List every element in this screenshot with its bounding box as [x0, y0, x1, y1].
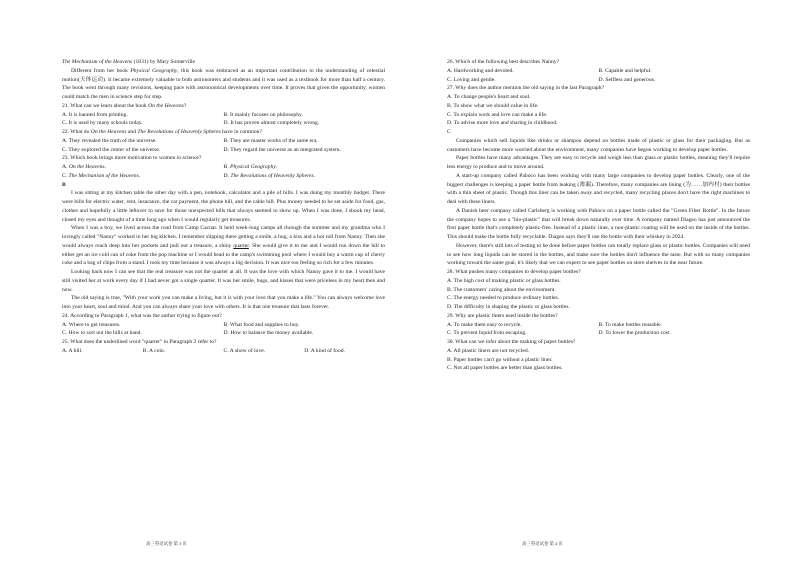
q27-option-c[interactable]: C. To explain work and love can make a life.: [447, 111, 548, 118]
passage-b-paragraph-2: [62, 224, 385, 268]
question-27: 27. Why does the author mention the old saying in the last Paragraph?: [447, 85, 604, 92]
q28-option-a[interactable]: A. The high cost of making plastic or glass bottles.: [447, 277, 561, 284]
right-page: [397, 0, 794, 561]
q21-option-b[interactable]: B. It mainly focuses on philosophy.: [223, 111, 303, 118]
question-26: 26. Which of the following best describes Nanny?: [447, 59, 560, 65]
q23-c-letter: C.: [62, 172, 69, 179]
q23-d-letter: D.: [223, 172, 231, 179]
q30-option-b[interactable]: B. Paper bottles can't go without a plastic liner.: [447, 356, 553, 363]
q22-title2: The Revolutions of Heavenly Spheres: [137, 129, 221, 135]
q25-option-a[interactable]: A. A bill.: [62, 347, 83, 354]
q22-tail: have in common?: [220, 129, 262, 135]
q23-a-title: On the Heavens: [68, 164, 105, 170]
q26-option-a[interactable]: A. Hardworking and devoted.: [447, 67, 514, 74]
passage-c-paragraph-1: Companies which sell liquids like drinks or shampoo depend on bottles made of plastic or glass for their packaging. But as customers have become more worried about the environment, many companies have begun working to develop paper bottles.: [447, 137, 750, 153]
passage-c-paragraph-2: Paper bottles have many advantages. They are easy to recycle and weigh less than glass or plastic bottles, meaning they'll require less energy to produce and to move around.: [447, 155, 750, 170]
book-paragraph: [62, 67, 385, 102]
left-page-footer: 高三英语试卷 第 3 页: [146, 541, 187, 546]
passage-c-paragraph-5: However, there's still lots of testing to be done before paper bottles can totally replace glass or plastic bottles. Companies will need to see how long liquids can be stored in the bottles, and make sure the bottles don't influence the taste. But with so many companies working toward the same goal, it's likely that we can expect to see paper bottles on store shelves in the near future.: [447, 242, 750, 267]
q30-option-a[interactable]: A. All plastic liners are not recycled.: [447, 347, 530, 354]
book-title: The Mechanism of the Heavens: [62, 59, 133, 65]
q23-option-c[interactable]: [62, 172, 224, 181]
q24-option-d[interactable]: D. How to balance the money available.: [223, 330, 314, 337]
q23-c-title: The Mechanism of the Heavens: [68, 172, 139, 179]
q23-options: [62, 163, 385, 181]
q29-options: [447, 321, 750, 339]
underlined-word: quarter: [233, 242, 249, 249]
question-21: [62, 102, 385, 111]
question-28: 28. What pushes many companies to develop paper bottles?: [447, 269, 581, 275]
book-heading: [62, 58, 385, 67]
q26-options: [447, 67, 750, 85]
passage-b-paragraph-3: Looking back now I can see that the real treasure was not the quarter at all. It was the love with which Nanny gave it to me. I would have still visited her at work every day if I had never got a single quarter. It was her smile, hugs, and kisses that were priceless in my heart then and now.: [62, 269, 385, 293]
q26-option-c[interactable]: C. Loving and gentle.: [447, 76, 496, 83]
q23-d-title: The Revolutions of Heavenly Spheres: [230, 172, 314, 179]
q26-option-b[interactable]: B. Capable and helpful.: [598, 67, 652, 74]
q25-option-b[interactable]: B. A coin.: [142, 347, 166, 354]
q23-option-b[interactable]: [224, 163, 386, 172]
book-para-lead: Different from her book: [71, 67, 131, 74]
q22-options: [62, 137, 385, 155]
q24-option-a[interactable]: A. Where to get treasures.: [62, 321, 121, 328]
q22-title1: On the Heavens: [90, 129, 127, 135]
q24-option-b[interactable]: B. What food and supplies to buy.: [223, 321, 300, 328]
q21-title: On the Heavens: [148, 102, 184, 109]
q23-a-letter: A.: [62, 164, 69, 170]
q23-b-title: Physical Geography: [230, 164, 276, 170]
section-b-heading: B: [62, 181, 66, 188]
right-page-footer: 高三英语试卷 第 4 页: [522, 541, 563, 546]
para-b2-lead: When I was a boy, we lived across the road from Camp Cacnar. It held week-long camps all through the summer and my grandma who I lovingly called "Nanny" worked in her big kitchen. I remember slipping there getting a smile, a hug, a kiss and a hot roll from Nanny. Then she would always reach deep into her pockets and pull out a treasure, a shiny: [62, 225, 385, 249]
q25-option-c[interactable]: C. A show of love.: [223, 347, 266, 354]
q23-option-a[interactable]: [62, 163, 224, 172]
question-29: 29. Why are plastic liners used inside the bottles?: [447, 312, 558, 319]
q26-option-d[interactable]: D. Selfless and generous.: [598, 76, 656, 83]
q27-option-b[interactable]: B. To show what we should value in life.: [447, 102, 539, 109]
passage-b-paragraph-4: The old saying is true, "With your work you can make a living, but it is with your love that you make a life." You can always welcome love into your heart, soul and mind. And you can always share your love with others. It is that one treasure that lasts forever.: [62, 295, 385, 310]
q21-option-a[interactable]: A. It is banned from printing.: [62, 111, 128, 118]
q22-option-b[interactable]: B. They are master works of the same era.: [223, 137, 318, 144]
q23-b-letter: B.: [223, 164, 231, 170]
book-para-ref: Physical Geography: [130, 67, 178, 74]
q23-option-d[interactable]: [224, 172, 386, 181]
q21-option-c[interactable]: C. It is used by many schools today.: [62, 120, 143, 127]
q23-a-end: .: [104, 164, 106, 170]
question-23: 23. Which book brings more motivation to women in science?: [62, 155, 202, 162]
q23-b-end: .: [275, 164, 278, 170]
q24-option-c[interactable]: C. How to sort out the bills at hand.: [62, 330, 142, 337]
q29-option-d[interactable]: D. To lower the production cost.: [598, 330, 671, 337]
q29-option-a[interactable]: A. To make them easy to recycle.: [447, 321, 522, 328]
q25-option-d[interactable]: D. A kind of food.: [304, 347, 345, 354]
q22-option-a[interactable]: A. They revealed the truth of the universe.: [62, 137, 157, 144]
book-info: (1831) by Mary Somerville: [132, 59, 195, 65]
q29-option-c[interactable]: C. To prevent liquid from escaping.: [447, 330, 527, 337]
question-25: 25. What does the underlined word "quarter" in Paragraph 2 refer to?: [62, 339, 217, 345]
passage-c-paragraph-3: A start-up company called Paboco has been working with many large companies to develop paper bottles. Clearly, one of the biggest challenges is keeping a paper bottle from leaking (渗漏). Therefore, many companies are lining (为……加内衬) their bottles with a thin sheet of plastic. Though this liner can be taken away and recycled, many recycling places don't have the right machines to deal with these liners.: [447, 172, 750, 205]
q27-option-a[interactable]: A. To change people's heart and soul.: [447, 94, 531, 100]
q23-d-end: .: [313, 172, 316, 179]
question-22: [62, 128, 385, 137]
book-para-text: , this book was embraced as an important contribution to the understanding of celestial motion(天体运动). It became extremely valuable to both astronomers and students and it was used as a textbook for more than half a century. The book went through many revisions, keeping pace with astronomical developments over time. It proves that given the opportunity, women could match the men in science step for step.: [62, 67, 385, 100]
left-column: [62, 58, 385, 356]
q28-option-b[interactable]: B. The customers' caring about the environment.: [447, 286, 556, 293]
q28-option-d[interactable]: D. The difficulty in shaping the plastic or glass bottles.: [447, 304, 570, 310]
right-column: [447, 58, 750, 373]
q21-tail: ?: [183, 102, 187, 109]
q21-lead: 21. What can we learn about the book: [62, 102, 149, 109]
q24-options: [62, 321, 385, 339]
question-24: 24. According to Paragraph 1, what was the author trying to figure out?: [62, 312, 222, 319]
q21-options: [62, 111, 385, 129]
q22-option-d[interactable]: D. They regard the universe as an integrated system.: [223, 146, 341, 153]
q22-option-c[interactable]: C. They explored the center of the universe.: [62, 146, 161, 153]
q27-option-d[interactable]: D. To advise more love and sharing in childhood.: [447, 120, 558, 127]
q23-c-end: .: [138, 172, 141, 179]
q28-option-c[interactable]: C. The energy needed to produce ordinary bottles.: [447, 295, 560, 302]
passage-b-paragraph-1: I was sitting at my kitchen table the other day with a pen, notebook, calculator and a pile of bills. I was doing my monthly budget. There were bills for electric water, rent, insurance, the car payment, the phone bill, and the cable bill. Plus money needed to be set aside for food, gas, clothes and hopefully a little leftover to save for those unexpected bills that always seemed to show up. When I was done, I shook my head, closed my eyes and thought of a time long ago when I would regularly get treasures.: [62, 190, 385, 223]
para-b2-tail: . She would give it to me and I would run down the hill to either get an ice cold can of coke from the pop machine or I would head to the camp's swimming pool where I would buy a warm cup of cherry coke and a bag of chips from a stand. I took my time because it was always a big decision. It was nice too feeling so rich for a few minutes.: [62, 242, 386, 267]
q25-options: [62, 347, 385, 356]
q22-mid: and: [126, 129, 138, 135]
q22-lead: 22. What do: [62, 129, 91, 135]
q30-option-c[interactable]: C. Not all paper bottles are better than glass bottles.: [447, 365, 563, 372]
passage-c-paragraph-4: A Danish beer company called Carlsberg is working with Paboco on a paper bottle called the "Green Fiber Bottle". In the future the company hopes to use a "bio-plastic" that will break down naturally over time. A company named Diageo has just announced the first paper bottle that's completely plastic-free. Instead of a plastic liner, a non-plastic coating will be used on the inside of the bottles. This should make the bottle fully recyclable. Diageo says they'll use the bottle with their whiskey in 2024.: [447, 207, 750, 240]
q29-option-b[interactable]: B. To make bottles reusable.: [598, 321, 663, 328]
section-c-heading: C: [447, 129, 451, 135]
question-30: 30. What can we infer about the making of paper bottles?: [447, 339, 576, 345]
q21-option-d[interactable]: D. It has proven almost completely wrong.: [223, 120, 320, 127]
